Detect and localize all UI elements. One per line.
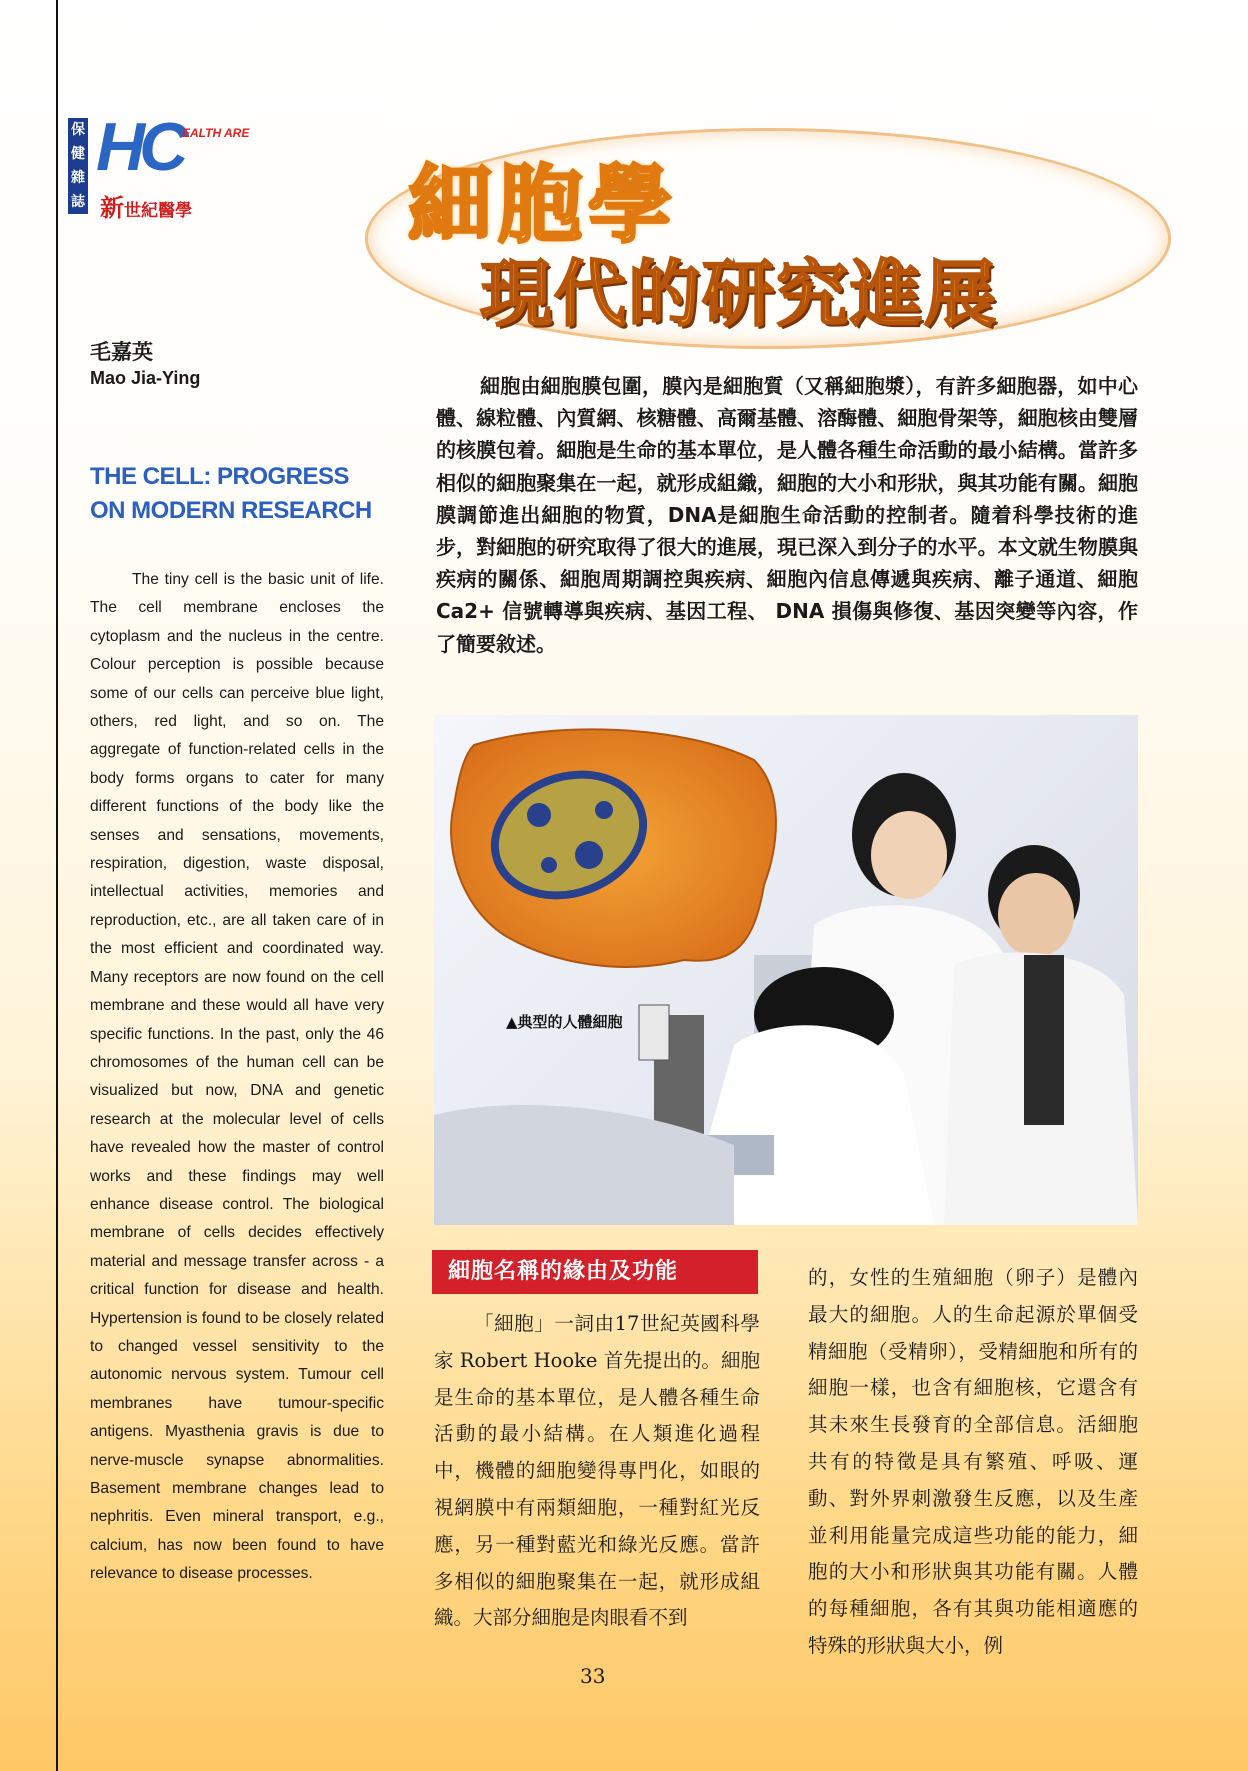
english-abstract: The tiny cell is the basic unit of life. The cell membrane encloses the cytoplasm and the nucleus in the centre. Colour perception is possible because some of our cells can perceive blue light, others, red light, and so on. The aggregate of function-related cells in the body forms organs to cater for many different functions of the body like the senses and sensations, movements, respiration, digestion, waste disposal, intellectual activities, memories and reproduction, etc., are all taken care of in the most efficient and coordinated way. Many receptors are now found on the cell membrane and these would all have very specific functions. In the past, only the 46 chromosomes of the human cell can be visualized but now, DNA and genetic research at the molecular level of cells have revealed how the master of control works and these findings may well enhance disease control. The biological membrane of cells decides effectively material and message transfer across - a critical function for disease and health. Hypertension is found to be closely related to changed vessel sensitivity to the autonomic nervous system. Tumour cell membranes have tumour-specific antigens. Myasthenia gravis is due to nerve-muscle synapse abnormalities. Basement membrane changes lead to nephritis. Even mineral transport, e.g., calcium, has now been found to have relevance to disease processes.: [90, 571, 384, 1583]
page-number: 33: [580, 1664, 606, 1688]
photo-illustration: [434, 715, 1138, 1225]
intro-paragraph: 細胞由細胞膜包圍，膜內是細胞質（又稱細胞漿），有許多細胞器，如中心體、線粒體、內質網、核糖體、高爾基體、溶酶體、細胞骨架等，細胞核由雙層的核膜包着。細胞是生命的基本單位，是人體各種生命活動的最小結構。當許多相似的細胞聚集在一起，就形成組織，細胞的大小和形狀，與其功能有關。細胞膜調節進出細胞的物質，DNA是細胞生命活動的控制者。隨着科學技術的進步，對細胞的研究取得了很大的進展，現已深入到分子的水平。本文就生物膜與疾病的關係、細胞周期調控與疾病、細胞內信息傳遞與疾病、離子通道、細胞 Ca2+ 信號轉導與疾病、基因工程、 DNA 損傷與修復、基因突變等內容，作了簡要敘述。: [436, 374, 1138, 656]
body-column-right: 的，女性的生殖細胞（卵子）是體內最大的細胞。人的生命起源於單個受精細胞（受精卵），受精細胞和所有的細胞一樣，也含有細胞核，它還含有其未來生長發育的全部信息。活細胞共有的特徵是具有繁殖、呼吸、運動、對外界刺激發生反應，以及生產並利用能量完成這些功能的能力，細胞的大小和形狀與其功能有關。人體的每種細胞，各有其與功能相適應的特殊的形狀與大小，例: [808, 1266, 1138, 1657]
healthcare-logo: HC: [96, 109, 183, 185]
section-name-big: 新: [100, 194, 124, 222]
section-heading: 細胞名稱的緣由及功能: [432, 1250, 758, 1294]
healthcare-logo-subtext: EALTH ARE: [182, 126, 250, 140]
author-name-chinese: 毛嘉英: [90, 340, 153, 364]
left-margin-rule: [56, 0, 58, 1771]
section-name-small: 世紀醫學: [124, 201, 192, 221]
photo-caption: ▲典型的人體細胞: [506, 1013, 623, 1031]
article-subtitle: 現代的研究進展: [480, 252, 999, 336]
section-name: [100, 188, 192, 223]
author-name-english: Mao Jia-Ying: [90, 368, 201, 388]
english-title: THE CELL: PROGRESS ON MODERN RESEARCH: [90, 463, 372, 524]
magazine-name-vertical: 保健雜誌: [68, 118, 88, 214]
body-column-left: 「細胞」一詞由17世紀英國科學家 Robert Hooke 首先提出的。細胞是生命的基本單位，是人體各種生命活動的最小結構。在人類進化過程中，機體的細胞變得專門化，如眼的視網膜中有兩類細胞，一種對紅光反應，另一種對藍光和綠光反應。當許多相似的細胞聚集在一起，就形成組織。大部分細胞是肉眼看不到: [434, 1312, 760, 1630]
article-photo: [434, 715, 1138, 1225]
article-title: 細胞學: [408, 156, 679, 254]
